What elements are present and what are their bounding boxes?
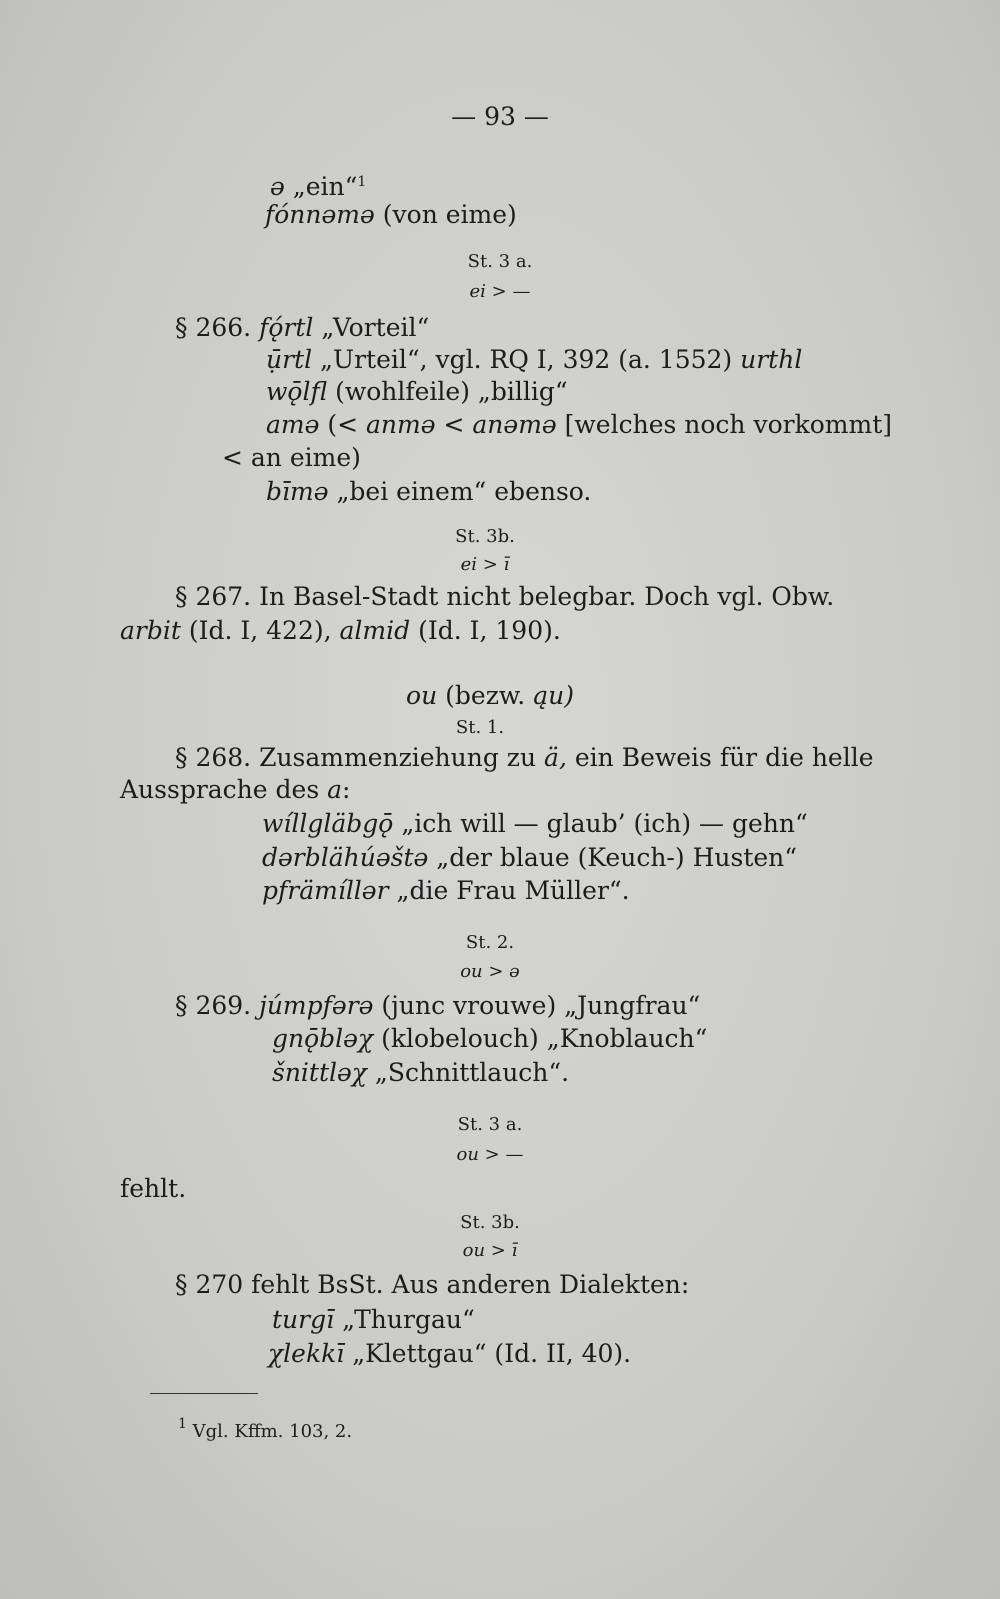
text: Zusammenziehung zu xyxy=(259,743,537,772)
footnote-mark: 1 xyxy=(178,1416,187,1432)
stage-label: St. 3b. xyxy=(460,1212,520,1233)
dialect-word: ụ̄rtl xyxy=(266,345,313,374)
gloss: (klobelouch) „Knoblauch“ xyxy=(381,1024,708,1053)
paragraph-267-line-2 xyxy=(120,616,561,646)
dialect-word: ə xyxy=(270,172,285,201)
dialect-word: ä, xyxy=(544,743,567,772)
dialect-word: χlekkī xyxy=(268,1339,345,1368)
gloss: „ein“ xyxy=(292,172,358,201)
text: (Id. I, 422), xyxy=(188,616,332,645)
section-number: § 269. xyxy=(175,991,252,1020)
dialect-word: anəmə xyxy=(472,410,557,439)
footnote-divider xyxy=(150,1393,258,1394)
gloss: „ich will — glaub’ (ich) — gehn“ xyxy=(401,809,808,838)
section-number: § 267. xyxy=(175,582,252,611)
sound-rule: ei > ī xyxy=(460,554,510,575)
heading-word: ąu) xyxy=(533,681,574,710)
paragraph-270-line-2 xyxy=(272,1305,475,1335)
dialect-word: šnittləχ xyxy=(272,1058,367,1087)
footnote-text: Vgl. Kffm. 103, 2. xyxy=(192,1421,353,1442)
gloss: (wohlfeile) „billig“ xyxy=(335,377,568,406)
dialect-word: a xyxy=(327,775,343,804)
dialect-word: wíllgläbgǭ xyxy=(262,809,394,838)
sound-rule: ei > — xyxy=(469,281,531,302)
dialect-word: pfrämíllər xyxy=(262,876,389,905)
paragraph-269-line-3 xyxy=(272,1058,569,1088)
dialect-word: turgī xyxy=(272,1305,335,1334)
dialect-word: wǭlfl xyxy=(266,377,328,406)
dialect-word: urthl xyxy=(740,345,803,374)
paragraph-266-line-2 xyxy=(266,345,802,375)
dialect-word: bīmə xyxy=(266,477,329,506)
paragraph-266-line-1 xyxy=(175,313,429,343)
section-number: § 266. xyxy=(175,313,252,342)
paragraph-270-line-1 xyxy=(175,1270,689,1300)
paragraph-268-line-5 xyxy=(262,876,630,906)
stage-label: St. 3b. xyxy=(455,526,515,547)
gloss: „Schnittlauch“. xyxy=(374,1058,570,1087)
paragraph-266-line-3 xyxy=(266,377,568,407)
gloss: (junc vrouwe) „Jungfrau“ xyxy=(381,991,701,1020)
stage-label: St. 2. xyxy=(465,932,515,953)
text: fehlt BsSt. Aus anderen Dialekten: xyxy=(251,1270,690,1299)
dialect-word: arbit xyxy=(120,616,181,645)
sound-rule: ou > — xyxy=(456,1144,524,1165)
dialect-word: amə xyxy=(266,410,320,439)
text: In Basel-Stadt nicht belegbar. Doch vgl. Obw. xyxy=(259,582,835,611)
paragraph-269-line-1 xyxy=(175,991,700,1021)
text: (< xyxy=(327,410,359,439)
section-number: § 270 xyxy=(175,1270,244,1299)
paragraph-270-line-3 xyxy=(268,1339,631,1369)
footnote-ref: 1 xyxy=(357,174,367,190)
dialect-word: fónnəmə xyxy=(265,200,375,229)
paragraph-266-line-6 xyxy=(266,477,591,507)
paragraph-268-line-2 xyxy=(120,775,350,805)
page-number: — 93 — xyxy=(451,102,549,131)
dialect-word: fǫ́rtl xyxy=(259,313,314,342)
gloss: (von eime) xyxy=(382,200,517,229)
paragraph-268-line-1 xyxy=(175,743,874,773)
paragraph-268-line-4 xyxy=(262,843,797,873)
stage-label: St. 3 a. xyxy=(457,1114,523,1135)
section-number: § 268. xyxy=(175,743,252,772)
paragraph-269-line-2 xyxy=(272,1024,707,1054)
gloss: „die Frau Müller“. xyxy=(396,876,630,905)
text: ein Beweis für die helle xyxy=(574,743,874,772)
fehlt-note: fehlt. xyxy=(120,1174,187,1203)
text: Aussprache des xyxy=(120,775,320,804)
intro-line-1 xyxy=(270,167,366,202)
intro-line-2 xyxy=(265,200,517,230)
sound-rule: ou > ī xyxy=(462,1240,518,1261)
dialect-word: gnǭbləχ xyxy=(272,1024,374,1053)
stage-label: St. 3 a. xyxy=(467,251,533,272)
paragraph-268-line-3 xyxy=(262,809,808,839)
gloss: „der blaue (Keuch-) Husten“ xyxy=(436,843,798,872)
heading-text: (bezw. xyxy=(445,681,526,710)
gloss: „Thurgau“ xyxy=(342,1305,475,1334)
text: < xyxy=(443,410,465,439)
text: (Id. I, 190). xyxy=(418,616,561,645)
dialect-word: dərblähúəštə xyxy=(262,843,429,872)
gloss: „Urteil“, vgl. RQ I, 392 (a. 1552) xyxy=(320,345,733,374)
gloss: „Vorteil“ xyxy=(321,313,430,342)
heading-word: ou xyxy=(406,681,438,710)
gloss: „Klettgau“ (Id. II, 40). xyxy=(352,1339,632,1368)
paragraph-267-line-1 xyxy=(175,582,834,612)
sound-rule: ou > ə xyxy=(460,961,520,982)
paragraph-266-line-5: < an eime) xyxy=(222,443,361,472)
footnote xyxy=(178,1412,352,1444)
section-heading xyxy=(0,681,990,711)
gloss: „bei einem“ ebenso. xyxy=(336,477,592,506)
dialect-word: anmə xyxy=(366,410,436,439)
stage-label: St. 1. xyxy=(455,717,505,738)
paragraph-266-line-4 xyxy=(266,410,892,440)
text: : xyxy=(342,775,351,804)
dialect-word: almid xyxy=(339,616,411,645)
dialect-word: júmpfərə xyxy=(259,991,374,1020)
text: [welches noch vorkommt] xyxy=(564,410,893,439)
